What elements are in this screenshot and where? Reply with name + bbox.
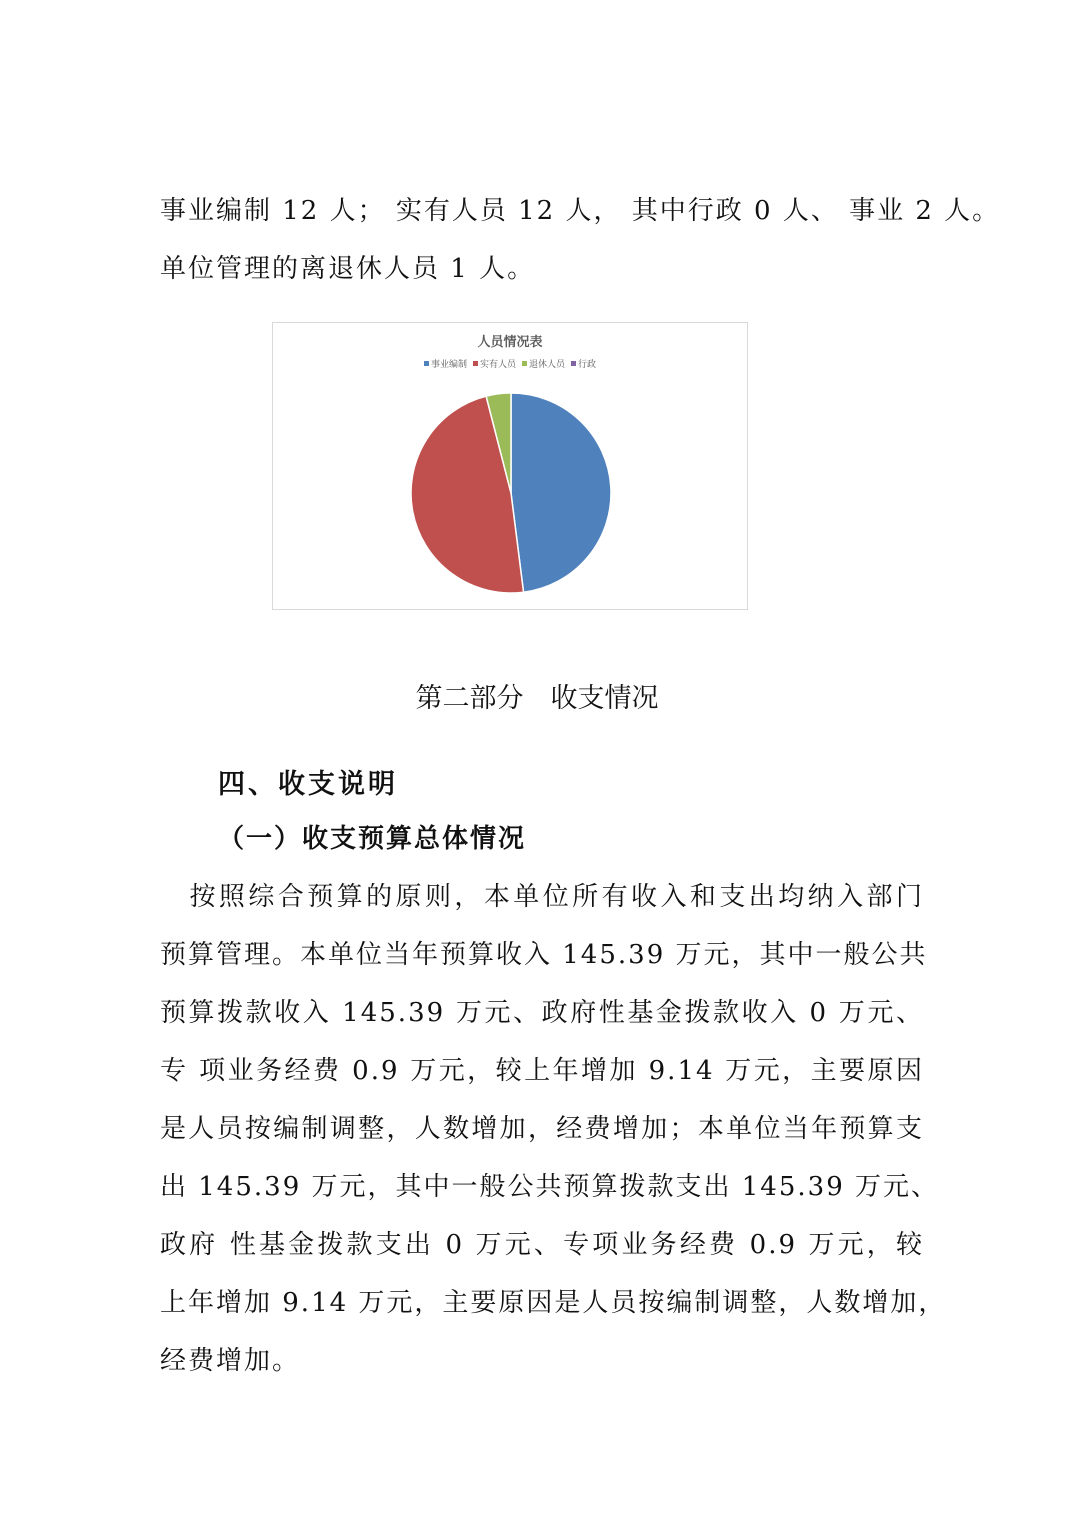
body-line: 上年增加 9.14 万元，主要原因是人员按编制调整，人数增加， bbox=[160, 1288, 947, 1318]
legend-label: 行政 bbox=[578, 360, 597, 370]
chart-title: 人员情况表 bbox=[477, 335, 543, 350]
section-title: 第二部分 收支情况 bbox=[415, 683, 659, 714]
body-line: 是人员按编制调整，人数增加，经费增加；本单位当年预算支 bbox=[160, 1114, 924, 1144]
pie-plot bbox=[273, 323, 749, 611]
heading-level-1: 四、收支说明 bbox=[218, 769, 398, 800]
pie-chart bbox=[272, 322, 748, 610]
body-line: 经费增加。 bbox=[160, 1346, 301, 1376]
pie-slice-1 bbox=[511, 393, 611, 592]
legend-label: 实有人员 bbox=[479, 360, 516, 370]
intro-line-1: 事业编制 12 人； 实有人员 12 人， 其中行政 0 人、 事业 2 人。 bbox=[160, 196, 1001, 226]
body-line: 政府 性基金拨款支出 0 万元、专项业务经费 0.9 万元，较 bbox=[160, 1230, 924, 1260]
body-line: 出 145.39 万元，其中一般公共预算拨款支出 145.39 万元、 bbox=[160, 1172, 940, 1202]
heading-level-2: （一）收支预算总体情况 bbox=[218, 824, 527, 854]
legend-label: 退休人员 bbox=[529, 360, 566, 370]
intro-line-2: 单位管理的离退休人员 1 人。 bbox=[160, 254, 536, 284]
body-line: 预算拨款收入 145.39 万元、政府性基金拨款收入 0 万元、 bbox=[160, 998, 924, 1028]
body-line: 预算管理。本单位当年预算收入 145.39 万元，其中一般公共 bbox=[160, 940, 928, 970]
body-line: 按照综合预算的原则，本单位所有收入和支出均纳入部门 bbox=[160, 882, 924, 912]
legend-label: 事业编制 bbox=[430, 360, 467, 370]
body-line: 专 项业务经费 0.9 万元，较上年增加 9.14 万元，主要原因 bbox=[160, 1056, 924, 1086]
